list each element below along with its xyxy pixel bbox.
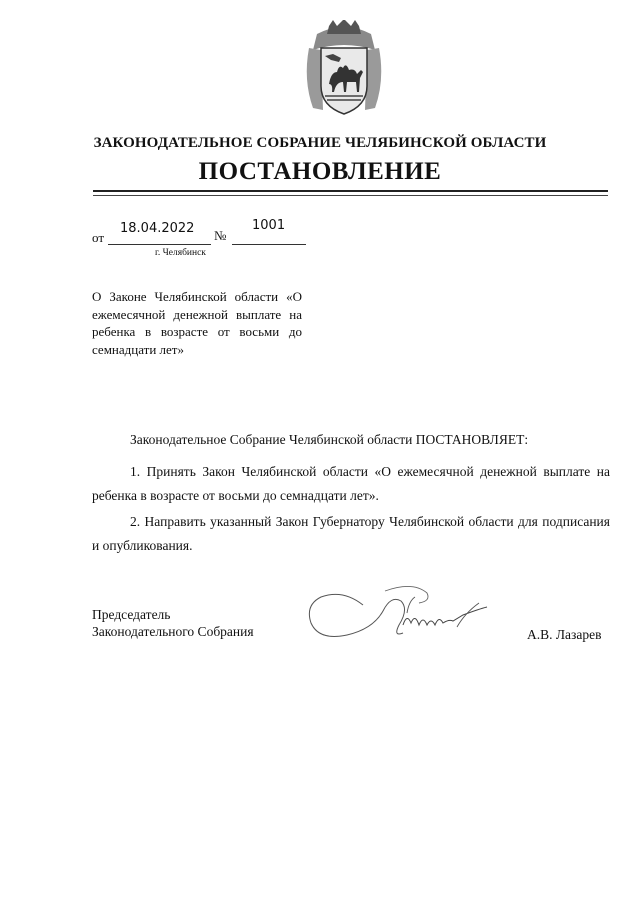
document-date: 18.04.2022 <box>120 221 195 236</box>
resolution-item-1: 1. Принять Закон Челябинской области «О ежемесячной денежной выплате на ребенка в возрасте от восьми до семнадцати лет». <box>92 464 610 503</box>
document-type-title: ПОСТАНОВЛЕНИЕ <box>198 158 442 185</box>
number-underline <box>232 244 306 245</box>
signer-title-line-2: Законодательного Собрания <box>92 624 254 639</box>
organization-name: ЗАКОНОДАТЕЛЬНОЕ СОБРАНИЕ ЧЕЛЯБИНСКОЙ ОБЛАСТИ <box>93 135 547 151</box>
document-number: 1001 <box>252 218 286 233</box>
coat-of-arms-icon <box>303 20 385 118</box>
signer-title <box>92 606 254 640</box>
date-prefix: от <box>92 230 105 245</box>
resolution-item-2: 2. Направить указанный Закон Губернатору Челябинской области для подписания и опубликования. <box>92 514 610 553</box>
date-underline <box>108 244 211 245</box>
handwritten-signature <box>303 583 493 645</box>
signer-name: А.В. Лазарев <box>527 627 602 642</box>
city-label: г. Челябинск <box>155 248 206 258</box>
number-prefix: № <box>214 228 227 243</box>
header-rule-thick <box>93 190 608 192</box>
document-subject: О Законе Челябинской области «О ежемесячной денежной выплате на ребенка в возрасте от восьми до семнадцати лет» <box>92 289 302 357</box>
preamble-text: Законодательное Собрание Челябинской области ПОСТАНОВЛЯЕТ: <box>130 432 529 447</box>
signer-title-line-1: Председатель <box>92 607 171 622</box>
header-rule-thin <box>93 195 608 196</box>
date-number-row <box>92 218 352 248</box>
